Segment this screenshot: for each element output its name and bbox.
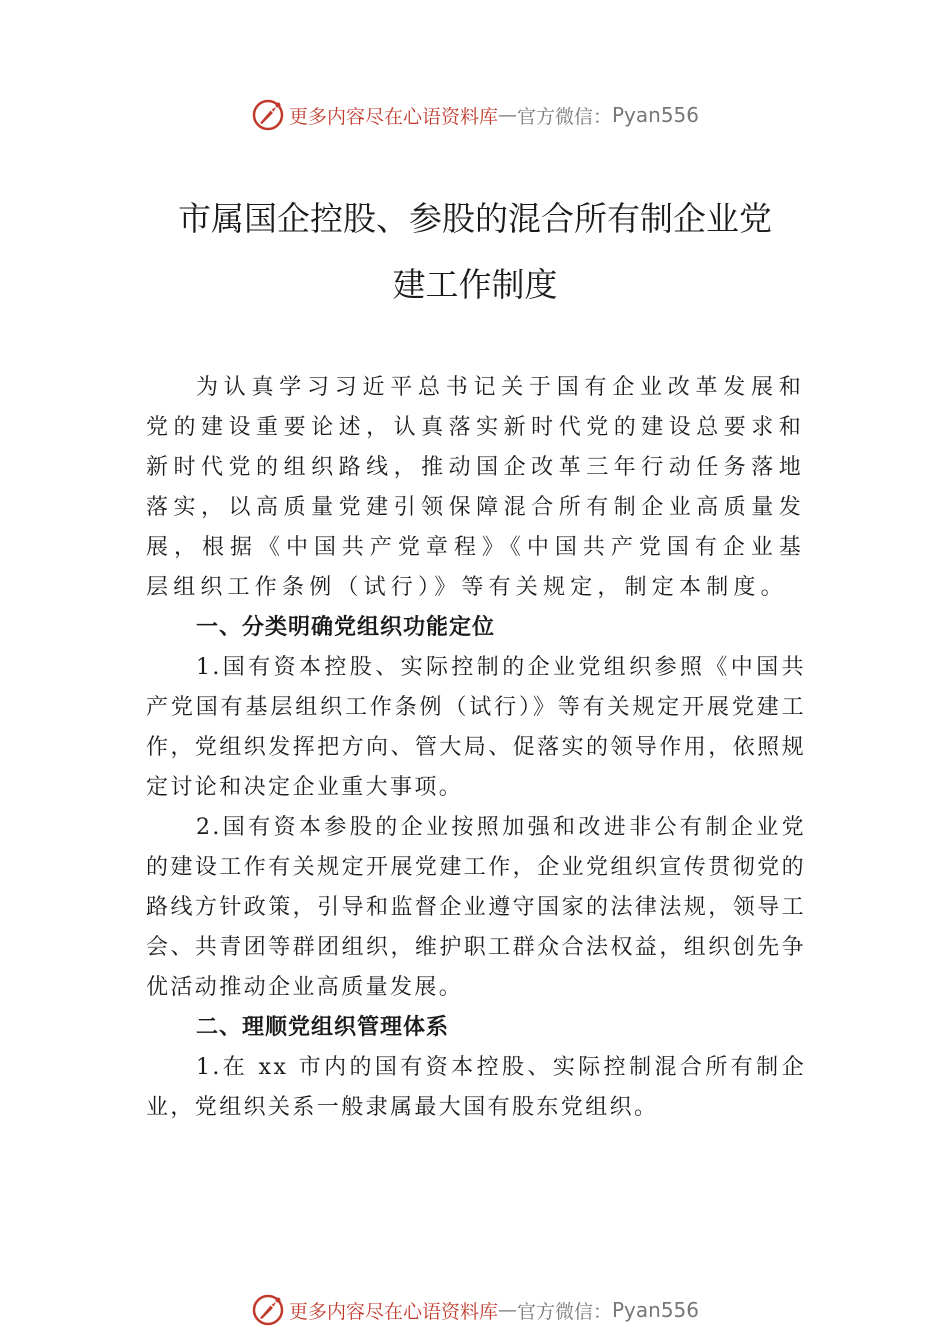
- section-1-item-1: 1.国有资本控股、实际控制的企业党组织参照《中国共产党国有基层组织工作条例（试行）》等有关规定开展党建工作，党组织发挥把方向、管大局、促落实的领导作用，依照规定讨论和决定企业重大事项。: [146, 655, 806, 800]
- watermark-dash: —: [497, 1299, 517, 1321]
- watermark-wechat-id: Pyan556: [612, 103, 700, 127]
- intro-paragraph: 为认真学习习近平总书记关于国有企业改革发展和党的建设重要论述，认真落实新时代党的建设总要求和新时代党的组织路线，推动国企改革三年行动任务落地落实，以高质量党建引领保障混合所有制企业高质量发展，根据《中国共产党章程》《中国共产党国有企业基层组织工作条例（试行）》等有关规定，制定本制度。: [146, 375, 806, 600]
- watermark-wechat-label: 官方微信：: [516, 1300, 612, 1323]
- watermark-wechat-id: Pyan556: [612, 1298, 700, 1322]
- document-body: [146, 368, 806, 1128]
- pen-nib-logo-icon: [251, 1293, 285, 1327]
- watermark-brand-text: 更多内容尽在心语资料库: [288, 105, 498, 128]
- title-line-1: 市属国企控股、参股的混合所有制企业党: [178, 199, 772, 238]
- pen-nib-logo-icon: [251, 98, 285, 132]
- watermark-wechat-label: 官方微信：: [516, 105, 612, 128]
- section-2-heading: 二、理顺党组织管理体系: [196, 1015, 450, 1040]
- section-1-heading: 一、分类明确党组织功能定位: [196, 615, 496, 640]
- watermark-brand-text: 更多内容尽在心语资料库: [288, 1300, 498, 1323]
- section-1-item-2: 2.国有资本参股的企业按照加强和改进非公有制企业党的建设工作有关规定开展党建工作，企业党组织宣传贯彻党的路线方针政策，引导和监督企业遵守国家的法律法规，领导工会、共青团等群团组织，维护职工群众合法权益，组织创先争优活动推动企业高质量发展。: [146, 815, 806, 1000]
- watermark-dash: —: [497, 104, 517, 126]
- footer-watermark: [0, 1290, 950, 1330]
- title-line-2: 建工作制度: [392, 265, 558, 304]
- document-title: [100, 186, 850, 318]
- header-watermark: [0, 95, 950, 135]
- section-2-item-1: 1.在 xx 市内的国有资本控股、实际控制混合所有制企业，党组织关系一般隶属最大国有股东党组织。: [146, 1055, 806, 1120]
